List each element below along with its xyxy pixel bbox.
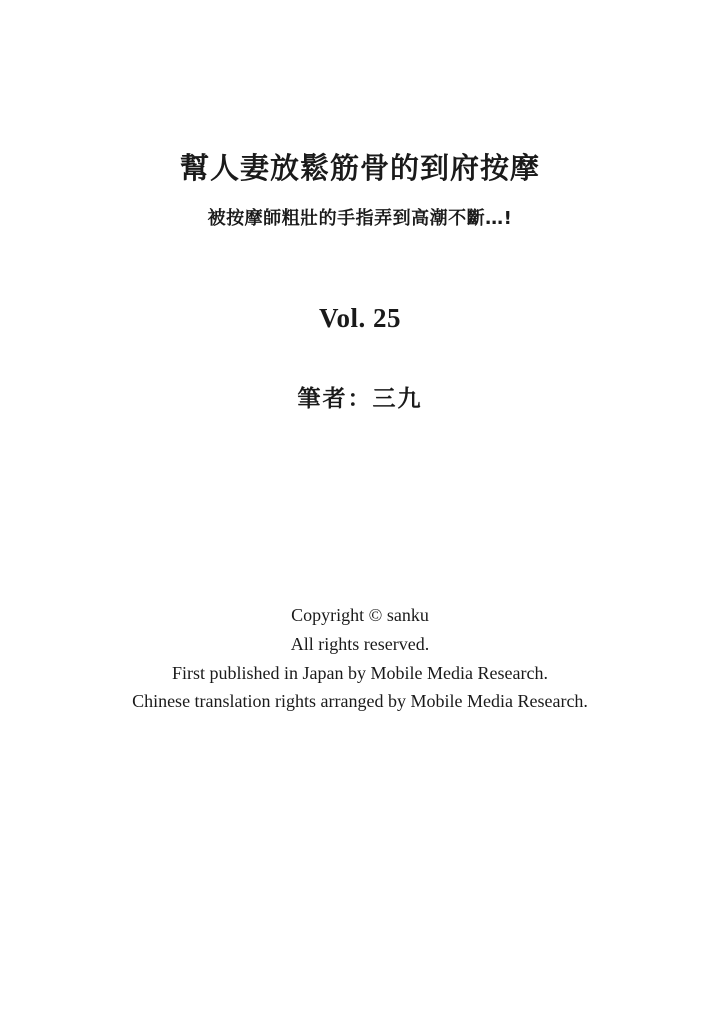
copyright-block [0, 601, 720, 716]
title-block [0, 150, 720, 230]
volume-label: Vol. 25 [318, 303, 402, 333]
copyright-line-3: First published in Japan by Mobile Media Research. [172, 662, 548, 683]
copyright-line-4: Chinese translation rights arranged by Mobile Media Research. [132, 691, 588, 712]
page-title: 幫人妻放鬆筋骨的到府按摩 [179, 151, 540, 185]
copyright-line-2: All rights reserved. [290, 633, 430, 654]
page-subtitle: 被按摩師粗壯的手指弄到高潮不斷…! [207, 208, 513, 230]
author-label: 筆者：三九 [297, 386, 423, 412]
copyright-line-1: Copyright © sanku [291, 605, 429, 625]
